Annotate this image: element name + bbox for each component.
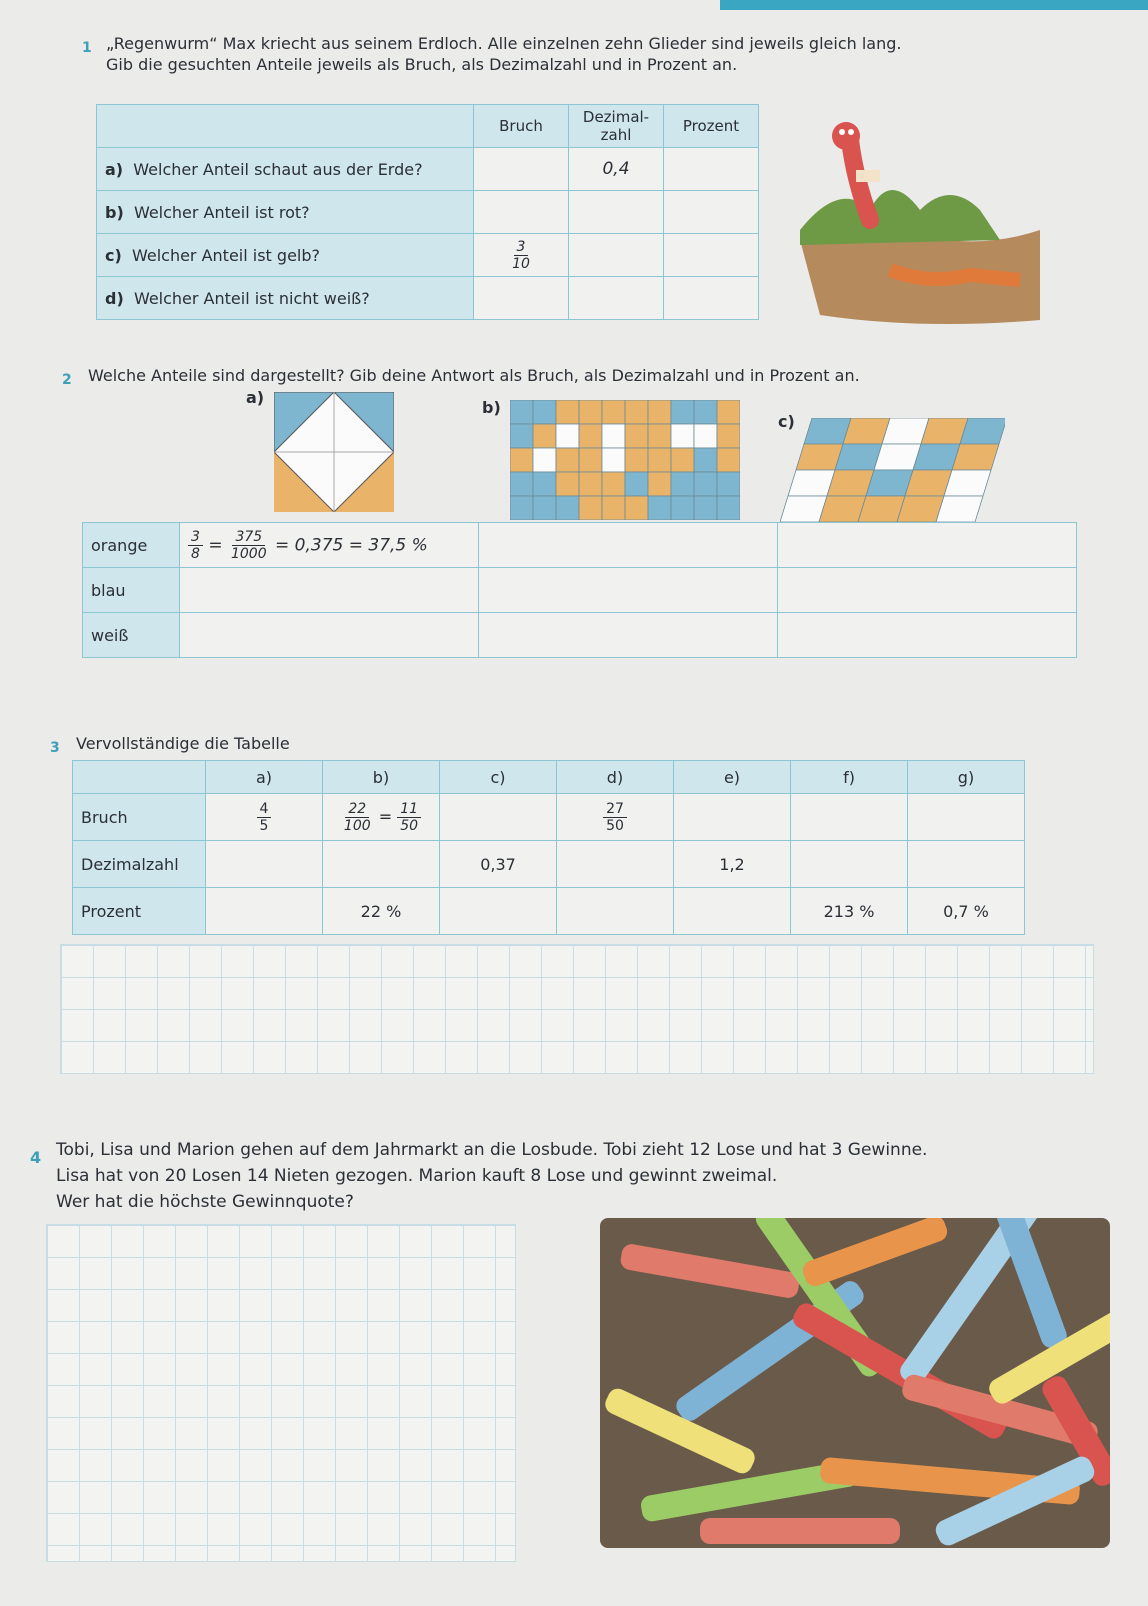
figure-b-cell	[717, 448, 740, 472]
row-label-bruch: Bruch	[73, 794, 206, 841]
figure-b-cell	[717, 400, 740, 424]
figure-c-label: c)	[778, 412, 795, 431]
column-e: e)	[674, 761, 791, 794]
row-label-weiss: weiß	[83, 613, 180, 658]
figure-b-cell	[648, 400, 671, 424]
column-f: f)	[791, 761, 908, 794]
figure-b-cell	[556, 400, 579, 424]
answer-cell[interactable]	[674, 888, 791, 935]
answer-cell[interactable]	[908, 841, 1025, 888]
header-empty	[73, 761, 206, 794]
worm-head	[832, 122, 860, 150]
figure-b-cell	[694, 400, 717, 424]
answer-cell[interactable]	[674, 794, 791, 841]
figure-b-cell	[533, 472, 556, 496]
answer-cell[interactable]	[479, 523, 778, 568]
figure-b-cell	[556, 448, 579, 472]
answer-cell[interactable]	[569, 234, 664, 277]
exercise-2-text: Welche Anteile sind dargestellt? Gib deine Antwort als Bruch, als Dezimalzahl und in Prozent an.	[88, 366, 860, 385]
question-d	[97, 277, 474, 320]
answer-cell[interactable]: 0,37	[440, 841, 557, 888]
fraction	[397, 801, 421, 834]
column-b: b)	[323, 761, 440, 794]
table-row	[83, 613, 1077, 658]
denominator: 100	[343, 817, 371, 834]
question-label: a)	[105, 159, 124, 179]
figure-b-cell	[556, 472, 579, 496]
exercise-4-number: 4	[30, 1148, 42, 1167]
answer-cell[interactable]	[557, 794, 674, 841]
figure-b-cell	[671, 448, 694, 472]
table-row	[73, 841, 1025, 888]
answer-cell[interactable]: 0,7 %	[908, 888, 1025, 935]
lottery-tickets-photo	[600, 1218, 1110, 1548]
figure-b-cell	[602, 496, 625, 520]
figure-b-cell	[533, 424, 556, 448]
figure-c	[780, 418, 1005, 526]
column-g: g)	[908, 761, 1025, 794]
fraction	[257, 801, 272, 834]
answer-cell[interactable]: 1,2	[674, 841, 791, 888]
figure-b-cell	[717, 496, 740, 520]
worm-eye	[848, 129, 854, 135]
answer-cell[interactable]	[323, 794, 440, 841]
question-text: Welcher Anteil ist nicht weiß?	[133, 288, 370, 308]
question-text: Welcher Anteil ist rot?	[133, 202, 310, 222]
header-empty	[97, 105, 474, 148]
answer-cell[interactable]	[474, 148, 569, 191]
column-a: a)	[206, 761, 323, 794]
grid-workspace-4[interactable]	[46, 1224, 516, 1562]
table-row	[97, 191, 759, 234]
fraction	[341, 801, 374, 834]
figure-b-cell	[533, 496, 556, 520]
question-b	[97, 191, 474, 234]
answer-cell[interactable]	[180, 523, 479, 568]
answer-cell[interactable]: 213 %	[791, 888, 908, 935]
answer-rest: = 0,375 = 37,5 %	[275, 535, 428, 555]
worm-eye	[839, 129, 845, 135]
figure-b	[510, 400, 740, 520]
top-color-bar	[720, 0, 1148, 10]
header-prozent: Prozent	[664, 105, 759, 148]
figure-b-cell	[579, 448, 602, 472]
numerator: 11	[397, 801, 421, 818]
figure-b-cell	[648, 496, 671, 520]
figure-b-cell	[510, 424, 533, 448]
exercise-1-line1: „Regenwurm“ Max kriecht aus seinem Erdloch. Alle einzelnen zehn Glieder sind jeweils gleich lang.	[106, 34, 902, 53]
answer-cell[interactable]	[206, 841, 323, 888]
figure-b-cell	[556, 424, 579, 448]
figure-b-cell	[671, 424, 694, 448]
figure-b-cell	[579, 472, 602, 496]
denominator: 5	[259, 817, 269, 834]
answer-cell[interactable]	[557, 841, 674, 888]
figure-b-cell	[510, 400, 533, 424]
exercise-1-line2: Gib die gesuchten Anteile jeweils als Bruch, als Dezimalzahl und in Prozent an.	[106, 55, 738, 74]
answer-cell[interactable]	[569, 277, 664, 320]
figure-b-cell	[648, 424, 671, 448]
equals-sign: =	[378, 806, 393, 826]
answer-cell[interactable]	[778, 568, 1077, 613]
answer-cell[interactable]	[474, 277, 569, 320]
answer-cell[interactable]	[323, 841, 440, 888]
answer-cell[interactable]	[557, 888, 674, 935]
figure-b-cell	[579, 424, 602, 448]
grass-shape	[800, 190, 1000, 245]
question-label: b)	[105, 202, 124, 222]
figure-b-cell	[510, 496, 533, 520]
worm-underground	[890, 270, 1020, 280]
table-row	[73, 794, 1025, 841]
answer-cell[interactable]	[778, 613, 1077, 658]
figure-b-cell	[625, 496, 648, 520]
table-row	[97, 148, 759, 191]
denominator: 50	[606, 817, 624, 834]
denominator: 50	[400, 817, 419, 834]
question-label: c)	[105, 245, 122, 265]
row-label-blau: blau	[83, 568, 180, 613]
exercise-3-table	[72, 760, 1025, 935]
figure-b-cell	[717, 424, 740, 448]
column-c: c)	[440, 761, 557, 794]
figure-c-cell	[952, 444, 999, 470]
figure-b-label: b)	[482, 398, 501, 417]
figure-b-cell	[625, 424, 648, 448]
figure-b-cell	[510, 448, 533, 472]
answer-cell[interactable]	[479, 568, 778, 613]
figure-b-cell	[579, 400, 602, 424]
figure-b-cell	[625, 472, 648, 496]
answer-cell[interactable]: 22 %	[323, 888, 440, 935]
answer-cell[interactable]	[206, 794, 323, 841]
denominator: 10	[512, 255, 530, 272]
question-a	[97, 148, 474, 191]
exercise-3-title: Vervollständige die Tabelle	[76, 734, 290, 753]
exercise-4-line2: Lisa hat von 20 Losen 14 Nieten gezogen. Marion kauft 8 Lose und gewinnt zweimal.	[56, 1166, 778, 1186]
question-text: Welcher Anteil ist gelb?	[131, 245, 320, 265]
answer-cell[interactable]	[440, 794, 557, 841]
figure-b-cell	[648, 448, 671, 472]
answer-cell[interactable]	[791, 794, 908, 841]
fraction	[603, 801, 627, 834]
ticket-roll	[700, 1518, 900, 1544]
exercise-1-table	[96, 104, 759, 320]
figure-b-cell	[717, 472, 740, 496]
exercise-2-table	[82, 522, 1077, 658]
figure-b-cell	[602, 448, 625, 472]
header-bruch: Bruch	[474, 105, 569, 148]
figure-b-cell	[602, 400, 625, 424]
figure-b-cell	[694, 424, 717, 448]
figure-b-cell	[694, 496, 717, 520]
answer-cell[interactable]	[664, 191, 759, 234]
row-label-dezimalzahl: Dezimalzahl	[73, 841, 206, 888]
table-row	[97, 234, 759, 277]
answer-cell[interactable]	[908, 794, 1025, 841]
figure-a	[274, 392, 394, 512]
exercise-2-number: 2	[62, 372, 72, 388]
figure-c-cell	[960, 418, 1005, 444]
numerator: 22	[345, 801, 369, 818]
answer-cell[interactable]	[474, 234, 569, 277]
figure-b-cell	[533, 400, 556, 424]
figure-b-cell	[671, 400, 694, 424]
numerator: 3	[188, 529, 203, 546]
answer-cell[interactable]	[664, 277, 759, 320]
question-text: Welcher Anteil schaut aus der Erde?	[133, 159, 423, 179]
figure-b-cell	[510, 472, 533, 496]
answer-cell[interactable]	[206, 888, 323, 935]
figure-b-cell	[694, 472, 717, 496]
figure-b-cell	[671, 472, 694, 496]
fraction	[228, 529, 270, 562]
numerator: 3	[514, 239, 529, 256]
figure-b-cell	[602, 424, 625, 448]
figure-b-cell	[533, 448, 556, 472]
header-dezimalzahl: Dezimal- zahl	[569, 105, 664, 148]
numerator: 4	[257, 801, 272, 818]
question-c	[97, 234, 474, 277]
figure-b-cell	[671, 496, 694, 520]
answer-cell[interactable]	[664, 234, 759, 277]
fraction	[509, 239, 533, 272]
worm-illustration	[800, 110, 1050, 330]
answer-cell[interactable]	[474, 191, 569, 234]
figure-a-label: a)	[246, 388, 265, 407]
answer-cell[interactable]	[479, 613, 778, 658]
row-label-prozent: Prozent	[73, 888, 206, 935]
question-label: d)	[105, 288, 124, 308]
figure-b-cell	[648, 472, 671, 496]
figure-c-cell	[936, 496, 983, 522]
numerator: 375	[232, 529, 265, 546]
table-row	[73, 888, 1025, 935]
column-d: d)	[557, 761, 674, 794]
table-row	[83, 568, 1077, 613]
answer-cell[interactable]	[440, 888, 557, 935]
figure-b-cell	[694, 448, 717, 472]
figure-b-cell	[556, 496, 579, 520]
table-row	[97, 277, 759, 320]
fraction	[188, 529, 203, 562]
numerator: 27	[603, 801, 627, 818]
exercise-3-number: 3	[50, 740, 60, 756]
answer-cell[interactable]	[791, 841, 908, 888]
answer-cell[interactable]	[180, 568, 479, 613]
figure-c-cell	[944, 470, 991, 496]
figure-b-cell	[579, 496, 602, 520]
answer-cell[interactable]	[569, 191, 664, 234]
answer-cell[interactable]	[664, 148, 759, 191]
equals-sign: =	[208, 535, 223, 555]
figure-b-cell	[602, 472, 625, 496]
denominator: 1000	[230, 545, 267, 562]
grid-workspace-3[interactable]	[60, 944, 1094, 1074]
worm-white-segment	[856, 170, 880, 182]
denominator: 8	[191, 545, 200, 562]
answer-cell[interactable]: 0,4	[569, 148, 664, 191]
table-row	[83, 523, 1077, 568]
answer-cell[interactable]	[180, 613, 479, 658]
exercise-4-line3: Wer hat die höchste Gewinnquote?	[56, 1192, 354, 1212]
row-label-orange: orange	[83, 523, 180, 568]
figure-b-cell	[625, 448, 648, 472]
exercise-4-line1: Tobi, Lisa und Marion gehen auf dem Jahrmarkt an die Losbude. Tobi zieht 12 Lose und hat 3 Gewinne.	[56, 1140, 928, 1160]
answer-cell[interactable]	[778, 523, 1077, 568]
figure-b-cell	[625, 400, 648, 424]
exercise-1-number: 1	[82, 40, 92, 56]
